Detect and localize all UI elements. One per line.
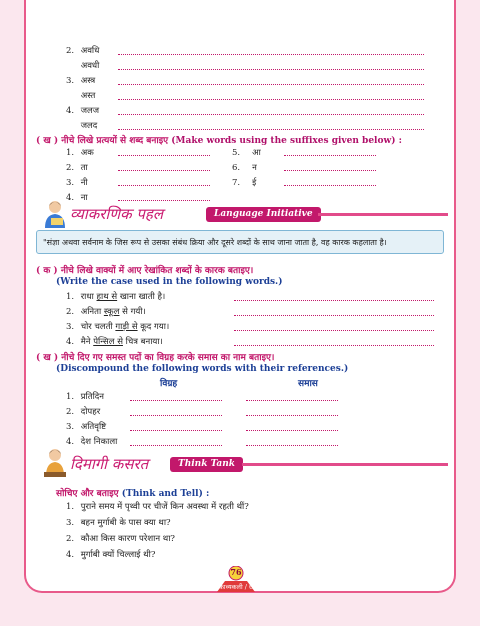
answer-line[interactable] [130,430,222,431]
list-item: 1. अक [66,148,94,158]
list-item: 3. अस्त्र [66,76,96,86]
list-item: जलद [80,121,98,131]
question-item: 2. कौआ किस कारण परेशान था? [66,534,175,544]
question-item: 1. पुराने समय में पृथ्वी पर चीजें किन अवस्था में रहती थीं? [66,502,249,512]
question-item: 4. मुर्गाबी क्यों चिल्लाई थी? [66,550,156,560]
answer-line[interactable] [130,400,222,401]
banner-title-hindi: व्याकरणिक पहल [70,205,164,223]
answer-line[interactable] [118,69,424,70]
list-item: 2. अनिता स्कूल से गयी। [66,307,146,317]
answer-line[interactable] [284,170,376,171]
list-item: 4. ना [66,193,88,203]
answer-line[interactable] [246,430,338,431]
answer-line[interactable] [118,170,210,171]
banner-title-hindi: दिमागी कसरत [70,455,149,473]
answer-line[interactable] [130,415,222,416]
list-item: 3. चोर चलती गाड़ी से कूद गया। [66,322,170,332]
list-item: 2. अवधि [66,46,100,56]
answer-line[interactable] [118,185,210,186]
answer-line[interactable] [118,129,424,130]
answer-line[interactable] [234,330,434,331]
answer-line[interactable] [118,84,424,85]
column-header-samas: समास [298,379,318,389]
section-heading: ( ख ) नीचे दिए गए समस्त पदों का विग्रह करके समास का नाम बताइए। [36,353,275,363]
student-thinking-icon [40,446,70,478]
section-subheading: (Write the case used in the following words.) [56,277,283,287]
page-number: 76 [230,567,242,577]
answer-line[interactable] [234,300,434,301]
section-subheading: (Discompound the following words with their references.) [56,364,349,374]
page-number-badge [209,566,263,592]
section-heading: ( क ) नीचे लिखे वाक्यों में आए रेखांकित शब्दों के कारक बताइए। [36,266,254,276]
banner-title-english: Think Tank [170,457,243,472]
list-item: 4. देश निकाला [66,437,118,447]
section-heading: ( ख ) नीचे लिखे प्रत्ययों से शब्द बनाइए (Make words using the suffixes given below) : [36,136,402,146]
answer-line[interactable] [246,445,338,446]
book-name: काव्यकली / 6 [218,583,254,591]
list-item: 4. मैने पेन्सिल से चित्र बनाया। [66,337,163,347]
banner-bar [318,213,448,216]
definition-box: "संज्ञा अथवा सर्वनाम के जिस रूप से उसका संबंध क्रिया और दूसरे शब्दों के साथ जाना जाता है, वह कारक कहलाता है। [36,230,444,254]
list-item: 7. ई [232,178,257,188]
answer-line[interactable] [284,185,376,186]
answer-line[interactable] [234,345,434,346]
list-item: अस्त [80,91,96,101]
answer-line[interactable] [118,54,424,55]
column-header-vigrah: विग्रह [160,379,178,389]
answer-line[interactable] [246,415,338,416]
answer-line[interactable] [246,400,338,401]
question-item: 3. बहन मुर्गाबी के पास क्या था? [66,518,171,528]
list-item: 3. नी [66,178,88,188]
answer-line[interactable] [118,114,424,115]
answer-line[interactable] [118,155,210,156]
list-item: 3. अतिवृष्टि [66,422,107,432]
list-item: 5. आ [232,148,261,158]
teacher-icon [40,198,70,228]
answer-line[interactable] [234,315,434,316]
list-item: 2. दोपहर [66,407,101,417]
section-heading: सोचिए और बताइए (Think and Tell) : [56,489,210,499]
list-item: 6. न [232,163,257,173]
list-item: 1. प्रतिदिन [66,392,105,402]
answer-line[interactable] [118,99,424,100]
list-item: 4. जलज [66,106,100,116]
list-item: 1. राधा हाथ से खाना खाती है। [66,292,166,302]
answer-line[interactable] [118,200,210,201]
banner-title-english: Language Initiative [206,207,321,222]
answer-line[interactable] [284,155,376,156]
banner-bar [242,463,448,466]
answer-line[interactable] [130,445,222,446]
list-item: अवधी [80,61,100,71]
list-item: 2. ता [66,163,88,173]
